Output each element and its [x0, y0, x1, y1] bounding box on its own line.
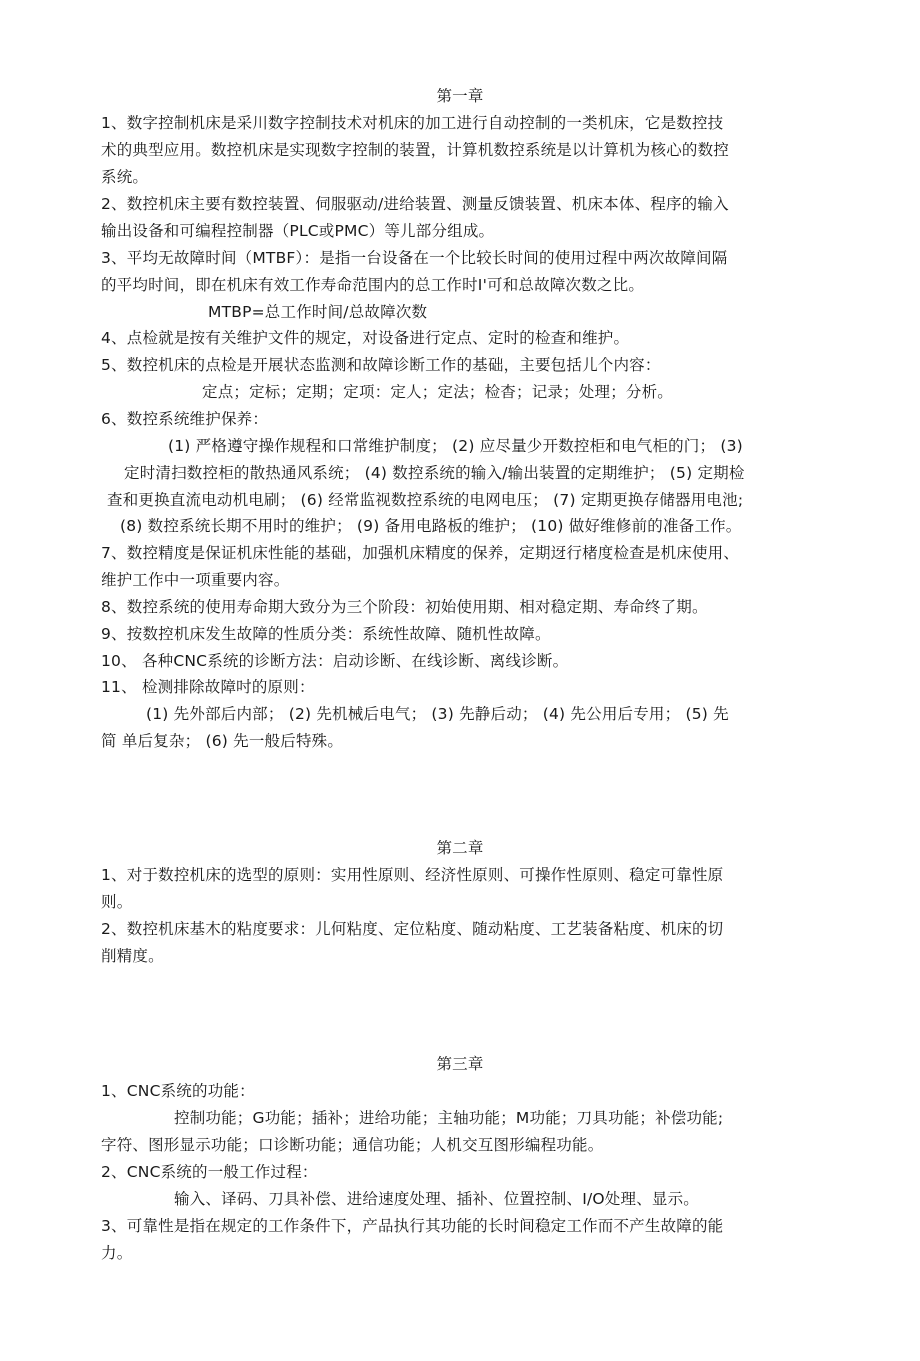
ch1-line: 6、数控系统维护保养：: [101, 410, 269, 428]
ch1-indented-line: 查和更换直流电动机电刷； (6) 经常监视数控系统的电网电压； (7) 定期更换存储器用电池;: [107, 491, 744, 509]
ch3-indented-line: 控制功能；G功能；插补；进给功能；主轴功能；M功能；刀具功能；补偿功能;: [174, 1109, 724, 1127]
chapter-3-title: 第三章: [436, 1055, 484, 1073]
ch3-line: 字符、图形显示功能；口诊断功能；通信功能；人机交互图形编程功能。: [101, 1136, 604, 1154]
mtbf-formula: MTBP=总工作时间/总故障次数: [208, 303, 428, 321]
ch1-line: 4、点检就是按有关维护文件的规定，对设备进行定点、定时的检查和维护。: [101, 329, 630, 347]
ch1-indented-line: (8) 数控系统长期不用时的维护； (9) 备用电路板的维护； (10) 做好维修前的准备工作。: [120, 517, 742, 535]
ch1-line: 简 单后复杂； (6) 先一般后特殊。: [101, 732, 344, 750]
chapter-1-title: 第一章: [436, 87, 484, 105]
ch3-line: 力。: [101, 1244, 133, 1262]
ch2-line: 2、数控机床基木的粘度要求：儿何粘度、定位粘度、随动粘度、工艺装备粘度、机床的切: [101, 920, 724, 938]
ch1-line: 8、数控系统的使用寿命期大致分为三个阶段：初始使用期、相对稳定期、寿命终了期。: [101, 598, 708, 616]
ch1-indented-line: (1) 严格遵守操作规程和口常维护制度； (2) 应尽量少开数控柜和电气柜的门； (3): [168, 437, 743, 455]
ch1-line: 维护工作中一项重要内容。: [101, 571, 290, 589]
ch1-line: 1、数字控制机床是采川数字控制技术对机床的加工进行自动控制的一类机床，它是数控技: [101, 114, 724, 132]
ch2-line: 削精度。: [101, 947, 164, 965]
ch1-line: 10、 各种CNC系统的诊断方法：启动诊断、在线诊断、离线诊断。: [101, 652, 569, 670]
ch1-line: 7、数控精度是保证机床性能的基础，加强机床精度的保养，定期迓行楮度检查是机床使用、: [101, 544, 740, 562]
ch2-line: 则。: [101, 893, 133, 911]
ch1-line: 11、 检测排除故障吋的原则：: [101, 678, 315, 696]
ch1-line: 3、平均无故障时间（MTBF）：是指一台设备在一个比较长时间的使用过程中两次故障间隔: [101, 249, 728, 267]
ch1-line: 2、数控机床主要有数控装置、伺服驱动/进给装置、测量反馈装置、机床本体、程序的输入: [101, 195, 729, 213]
ch1-line: 5、数控机床的点检是开展状态监测和故障诊断工作的基础，主要包括儿个内容：: [101, 356, 661, 374]
ch1-indented-line: (1) 先外部后内部； (2) 先机械后电气； (3) 先静后动； (4) 先公用后专用； (5) 先: [146, 705, 729, 723]
chapter-2-title: 第二章: [436, 839, 484, 857]
ch1-line: 的平均时间，即在机床有效工作寿命范围内的总工作时I'可和总故障次数之比。: [101, 276, 645, 294]
ch2-line: 1、对于数控机床的选型的原则：实用性原则、经济性原则、可操作性原则、稳定可靠性原: [101, 866, 724, 884]
ch3-line: 3、可靠性是指在规定的工作条件下，产品执行其功能的长时间稳定工作而不产生故障的能: [101, 1217, 724, 1235]
ch3-line: 2、CNC系统的一般工作过程：: [101, 1163, 318, 1181]
ch3-line: 1、CNC系统的功能：: [101, 1082, 255, 1100]
ch3-indented-line: 输入、译码、刀具补偿、进给速度处理、插补、位置控制、I/O处理、显示。: [174, 1190, 699, 1208]
ch1-indented-line: 定时清扫数控柜的散热通风系统； (4) 数控系统的输入/输出装置的定期维护； (5) 定期检: [124, 464, 745, 482]
ch1-line: 系统。: [101, 168, 149, 186]
ch1-indented-line: 定点；定标；定期；定项：定人；定法；检杳；记录；处理；分析。: [202, 383, 674, 401]
ch1-line: 9、按数控机床发生故障的性质分类：系统性故障、随机性故障。: [101, 625, 551, 643]
ch1-line: 术的典型应用。数控机床是实现数字控制的装置，计算机数控系统是以计算机为核心的数控: [101, 141, 730, 159]
ch1-line: 输出设备和可编程控制器（PLC或PMC）等儿部分组成。: [101, 222, 495, 240]
